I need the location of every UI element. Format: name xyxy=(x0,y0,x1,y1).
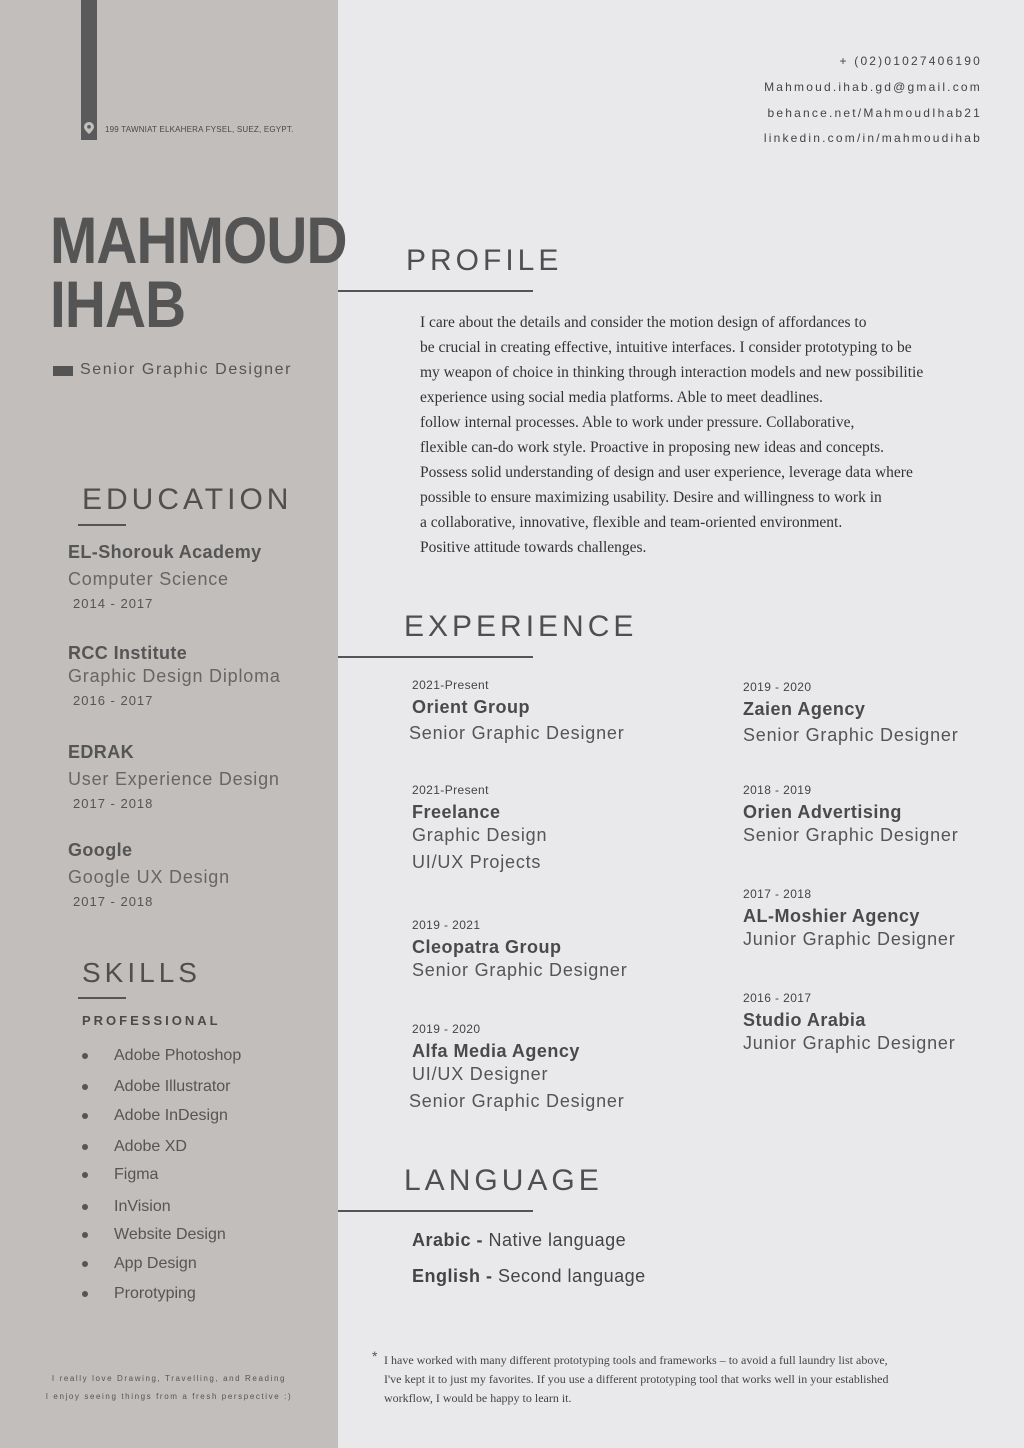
study-field: Google UX Design xyxy=(68,867,230,887)
profile-text xyxy=(420,310,990,560)
education-item xyxy=(68,742,280,811)
education-item xyxy=(68,840,230,909)
job-title: Senior Graphic Designer xyxy=(80,361,292,378)
footnote xyxy=(384,1351,964,1408)
contact-email[interactable]: Mahmoud.ihab.gd@gmail.com xyxy=(764,80,982,94)
experience-role: Senior Graphic Designer xyxy=(412,960,628,980)
bullet-icon xyxy=(82,1113,88,1119)
hobby-line: I really love Drawing, Travelling, and Reading xyxy=(51,1374,287,1383)
experience-company: Zaien Agency xyxy=(743,699,866,719)
skills-rule xyxy=(78,997,126,999)
skill-item: InVision xyxy=(82,1198,171,1216)
experience-item xyxy=(743,680,959,746)
experience-years: 2021-Present xyxy=(412,783,489,797)
profile-line: flexible can-do work style. Proactive in proposing new ideas and concepts. xyxy=(420,439,885,456)
contact-phone[interactable]: + (02)01027406190 xyxy=(839,54,982,68)
education-rule xyxy=(78,524,126,526)
education-heading: EDUCATION xyxy=(82,483,293,516)
address: 199 TAWNIAT ELKAHERA FYSEL, SUEZ, EGYPT. xyxy=(105,125,294,134)
skills-heading: SKILLS xyxy=(82,957,201,988)
profile-line: Possess solid understanding of design and user experience, leverage data where xyxy=(420,464,913,481)
language-item: Arabic - Native language xyxy=(412,1230,627,1250)
experience-role: Senior Graphic Designer xyxy=(743,825,959,845)
experience-role: UI/UX Projects xyxy=(412,852,542,872)
experience-heading: EXPERIENCE xyxy=(404,610,638,643)
top-accent-bar xyxy=(81,0,97,140)
experience-role: Junior Graphic Designer xyxy=(743,929,956,949)
experience-role: UI/UX Designer xyxy=(412,1064,549,1084)
profile-line: possible to ensure maximizing usability. Desire and willingness to work in xyxy=(420,489,882,506)
experience-role: Graphic Design xyxy=(412,825,548,845)
experience-years: 2018 - 2019 xyxy=(743,783,812,797)
experience-years: 2019 - 2020 xyxy=(412,1022,481,1036)
experience-years: 2019 - 2020 xyxy=(743,680,812,694)
experience-role: Senior Graphic Designer xyxy=(743,725,959,745)
experience-item xyxy=(412,783,547,873)
bullet-icon xyxy=(82,1053,88,1059)
skill-item: Figma xyxy=(82,1166,158,1184)
experience-years: 2019 - 2021 xyxy=(412,918,481,932)
experience-years: 2016 - 2017 xyxy=(743,991,812,1005)
experience-item xyxy=(743,887,956,950)
profile-line: I care about the details and consider the motion design of affordances to xyxy=(420,314,867,331)
experience-company: Alfa Media Agency xyxy=(412,1041,580,1061)
school-name: Google xyxy=(68,840,133,860)
experience-role: Senior Graphic Designer xyxy=(409,723,625,743)
language-item: English - Second language xyxy=(412,1266,646,1286)
study-field: Computer Science xyxy=(68,569,229,589)
education-item xyxy=(68,643,281,708)
experience-item xyxy=(743,991,956,1054)
profile-line: be crucial in creating effective, intuitive interfaces. I consider prototyping to be xyxy=(420,339,912,356)
experience-company: Orien Advertising xyxy=(743,802,902,822)
contact-behance[interactable]: behance.net/MahmoudIhab21 xyxy=(767,106,982,120)
profile-line: follow internal processes. Able to work under pressure. Collaborative, xyxy=(420,414,855,431)
skill-item: Adobe Photoshop xyxy=(82,1047,241,1065)
profile-rule xyxy=(338,290,533,292)
bullet-icon xyxy=(82,1291,88,1297)
profile-line: experience using social media platforms. Able to meet deadlines. xyxy=(420,389,823,406)
full-name xyxy=(50,203,347,341)
study-years: 2017 - 2018 xyxy=(73,894,154,909)
experience-years: 2021-Present xyxy=(412,678,489,692)
location-pin-icon xyxy=(84,122,94,134)
experience-years: 2017 - 2018 xyxy=(743,887,812,901)
profile-heading: PROFILE xyxy=(406,244,563,277)
experience-item xyxy=(743,783,959,846)
skill-item: Adobe Illustrator xyxy=(82,1078,231,1096)
school-name: EL-Shorouk Academy xyxy=(68,542,262,562)
skill-item: Prorotyping xyxy=(82,1285,196,1303)
title-marker xyxy=(53,366,73,376)
footnote-line: I've kept it to just my favorites. If you use a different prototyping tool that works well in your established xyxy=(384,1372,889,1386)
profile-line: Positive attitude towards challenges. xyxy=(420,539,647,556)
profile-line: a collaborative, innovative, flexible and team-oriented environment. xyxy=(420,514,843,531)
skills-subtitle: PROFESSIONAL xyxy=(82,1013,221,1028)
skill-item: App Design xyxy=(82,1255,197,1273)
footnote-line: workflow, I would be happy to learn it. xyxy=(384,1391,572,1405)
experience-item xyxy=(409,1022,625,1112)
skill-item: Adobe InDesign xyxy=(82,1107,228,1125)
footnote-star: * xyxy=(372,1348,378,1364)
language-heading: LANGUAGE xyxy=(404,1164,603,1197)
experience-company: AL-Moshier Agency xyxy=(743,906,920,926)
bullet-icon xyxy=(82,1144,88,1150)
school-name: RCC Institute xyxy=(68,643,188,663)
bullet-icon xyxy=(82,1232,88,1238)
bullet-icon xyxy=(82,1261,88,1267)
contact-linkedin[interactable]: linkedin.com/in/mahmoudihab xyxy=(763,131,982,145)
experience-role: Junior Graphic Designer xyxy=(743,1033,956,1053)
bullet-icon xyxy=(82,1204,88,1210)
experience-company: Studio Arabia xyxy=(743,1010,866,1030)
study-years: 2014 - 2017 xyxy=(73,596,154,611)
language-rule xyxy=(338,1210,533,1212)
experience-company: Freelance xyxy=(412,802,501,822)
study-years: 2016 - 2017 xyxy=(73,693,154,708)
study-field: User Experience Design xyxy=(68,769,280,789)
footnote-line: I have worked with many different prototyping tools and frameworks – to avoid a full laundry list above, xyxy=(384,1353,888,1367)
experience-item xyxy=(409,678,625,744)
study-field: Graphic Design Diploma xyxy=(68,666,281,686)
experience-role: Senior Graphic Designer xyxy=(409,1091,625,1111)
last-name: IHAB xyxy=(50,267,186,341)
experience-rule xyxy=(338,656,533,658)
skill-item: Website Design xyxy=(82,1226,226,1244)
school-name: EDRAK xyxy=(68,742,135,762)
hobby-line: I enjoy seeing things from a fresh perspective :) xyxy=(45,1392,293,1401)
skill-item: Adobe XD xyxy=(82,1138,187,1156)
experience-item xyxy=(412,918,628,981)
study-years: 2017 - 2018 xyxy=(73,796,154,811)
education-item xyxy=(68,542,262,611)
bullet-icon xyxy=(82,1084,88,1090)
experience-company: Orient Group xyxy=(412,697,530,717)
experience-company: Cleopatra Group xyxy=(412,937,562,957)
first-name: MAHMOUD xyxy=(50,203,347,277)
bullet-icon xyxy=(82,1172,88,1178)
profile-line: my weapon of choice in thinking through interaction models and new possibilitie xyxy=(420,364,924,381)
